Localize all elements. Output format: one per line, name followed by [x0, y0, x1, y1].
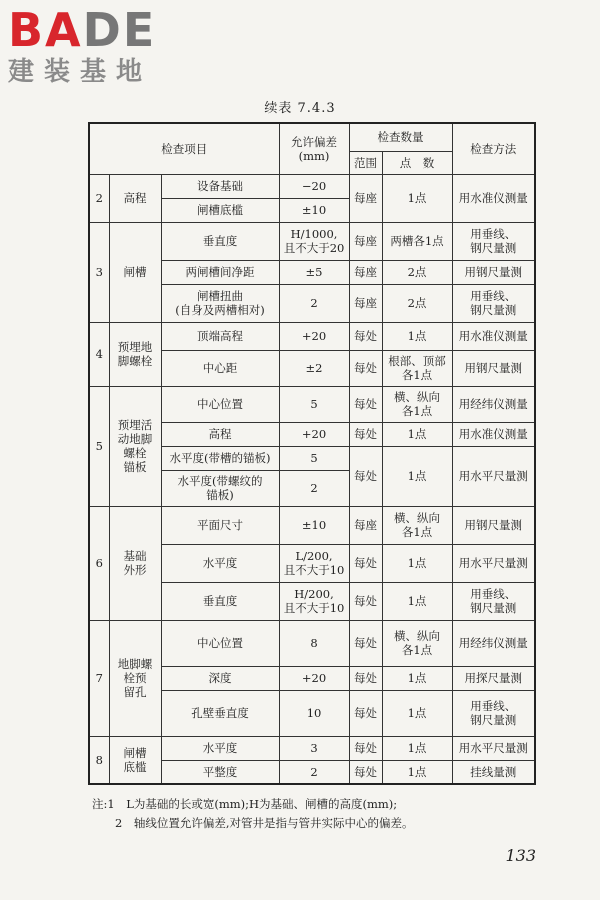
- check-range: 每处: [349, 422, 382, 446]
- inspection-method: 用垂线、 钢尺量测: [452, 582, 535, 620]
- check-points: 1点: [382, 446, 452, 506]
- tolerance: 5: [279, 386, 349, 422]
- check-range: 每处: [349, 350, 382, 386]
- check-points: 1点: [382, 322, 452, 350]
- check-item: 顶端高程: [161, 322, 279, 350]
- group-number: 5: [89, 386, 109, 506]
- header-method: 检查方法: [452, 123, 535, 174]
- inspection-method: 用探尺量测: [452, 666, 535, 690]
- tolerance: H/200, 且不大于10: [279, 582, 349, 620]
- check-item: 水平度: [161, 736, 279, 760]
- table-caption: 续表 7.4.3: [264, 101, 336, 116]
- check-item: 闸槽底槛: [161, 198, 279, 222]
- inspection-method: 用水平尺量测: [452, 446, 535, 506]
- group-name: 高程: [109, 174, 161, 222]
- note-1: 注:1 L为基础的长或宽(mm);H为基础、闸槽的高度(mm);: [92, 797, 398, 811]
- group-number: 7: [89, 620, 109, 736]
- tolerance: ±2: [279, 350, 349, 386]
- tolerance: 5: [279, 446, 349, 470]
- check-points: 1点: [382, 422, 452, 446]
- check-item: 孔壁垂直度: [161, 690, 279, 736]
- table-row: [89, 386, 535, 422]
- check-range: 每座: [349, 174, 382, 222]
- tolerance: 3: [279, 736, 349, 760]
- inspection-method: 用垂线、 钢尺量测: [452, 284, 535, 322]
- inspection-method: 用水平尺量测: [452, 736, 535, 760]
- tolerance: +20: [279, 322, 349, 350]
- inspection-method: 用经纬仪测量: [452, 386, 535, 422]
- tolerance: +20: [279, 666, 349, 690]
- group-name: 预埋活 动地脚 螺栓 锚板: [109, 386, 161, 506]
- group-number: 8: [89, 736, 109, 784]
- check-points: 横、纵向 各1点: [382, 620, 452, 666]
- inspection-method: 用水平尺量测: [452, 544, 535, 582]
- inspection-table: [88, 122, 536, 785]
- check-item: 设备基础: [161, 174, 279, 198]
- inspection-method: 用水准仪测量: [452, 322, 535, 350]
- inspection-method: 用垂线、 钢尺量测: [452, 222, 535, 260]
- check-item: 中心位置: [161, 620, 279, 666]
- inspection-method: 用钢尺量测: [452, 506, 535, 544]
- check-points: 横、纵向 各1点: [382, 386, 452, 422]
- page-number: 133: [505, 846, 536, 865]
- header-quantity: 检查数量: [349, 123, 452, 151]
- check-item: 水平度(带槽的锚板): [161, 446, 279, 470]
- tolerance: 8: [279, 620, 349, 666]
- tolerance: H/1000, 且不大于20: [279, 222, 349, 260]
- table-row: [89, 736, 535, 760]
- group-number: 2: [89, 174, 109, 222]
- inspection-method: 用垂线、 钢尺量测: [452, 690, 535, 736]
- check-item: 平面尺寸: [161, 506, 279, 544]
- check-range: 每处: [349, 544, 382, 582]
- check-points: 2点: [382, 284, 452, 322]
- check-item: 垂直度: [161, 222, 279, 260]
- header-tolerance-unit: (mm): [298, 148, 330, 163]
- brand-logo: [8, 3, 188, 88]
- check-range: 每座: [349, 506, 382, 544]
- check-points: 1点: [382, 690, 452, 736]
- check-range: 每处: [349, 582, 382, 620]
- table-row: [89, 174, 535, 198]
- check-range: 每处: [349, 666, 382, 690]
- group-name: 地脚螺 栓预 留孔: [109, 620, 161, 736]
- check-range: 每处: [349, 446, 382, 506]
- table-row: [89, 620, 535, 666]
- logo-subtitle: 建装基地: [8, 57, 153, 87]
- check-item: 水平度: [161, 544, 279, 582]
- inspection-method: 用钢尺量测: [452, 350, 535, 386]
- check-points: 1点: [382, 544, 452, 582]
- tolerance: 10: [279, 690, 349, 736]
- table-row: [89, 222, 535, 260]
- table-row: [89, 322, 535, 350]
- check-range: 每处: [349, 760, 382, 784]
- check-range: 每处: [349, 736, 382, 760]
- check-item: 平整度: [161, 760, 279, 784]
- check-range: 每座: [349, 284, 382, 322]
- tolerance: ±10: [279, 198, 349, 222]
- tolerance: −20: [279, 174, 349, 198]
- check-item: 中心距: [161, 350, 279, 386]
- check-points: 1点: [382, 174, 452, 222]
- check-item: 闸槽扭曲 (自身及两槽相对): [161, 284, 279, 322]
- inspection-method: 用经纬仪测量: [452, 620, 535, 666]
- header-tolerance-label: 允许偏差: [291, 134, 338, 149]
- check-item: 高程: [161, 422, 279, 446]
- check-points: 1点: [382, 666, 452, 690]
- tolerance: ±5: [279, 260, 349, 284]
- logo-wordmark: BADE: [8, 3, 157, 57]
- check-range: 每处: [349, 690, 382, 736]
- check-item: 中心位置: [161, 386, 279, 422]
- check-item: 垂直度: [161, 582, 279, 620]
- header-range: 范围: [349, 151, 382, 174]
- group-number: 6: [89, 506, 109, 620]
- tolerance: 2: [279, 470, 349, 506]
- check-points: 1点: [382, 760, 452, 784]
- inspection-method: 用水准仪测量: [452, 422, 535, 446]
- group-name: 基础 外形: [109, 506, 161, 620]
- check-points: 两槽各1点: [382, 222, 452, 260]
- check-points: 1点: [382, 736, 452, 760]
- group-name: 闸槽: [109, 222, 161, 322]
- check-points: 1点: [382, 582, 452, 620]
- check-item: 两闸槽间净距: [161, 260, 279, 284]
- tolerance: L/200, 且不大于10: [279, 544, 349, 582]
- inspection-method: 挂线量测: [452, 760, 535, 784]
- note-2: 2 轴线位置允许偏差,对管井是指与管井实际中心的偏差。: [92, 816, 414, 830]
- inspection-method: 用水准仪测量: [452, 174, 535, 222]
- check-item: 水平度(带螺纹的 锚板): [161, 470, 279, 506]
- table-row: [89, 506, 535, 544]
- inspection-method: 用钢尺量测: [452, 260, 535, 284]
- tolerance: +20: [279, 422, 349, 446]
- check-item: 深度: [161, 666, 279, 690]
- check-range: 每座: [349, 260, 382, 284]
- group-name: 闸槽 底槛: [109, 736, 161, 784]
- check-points: 横、纵向 各1点: [382, 506, 452, 544]
- check-range: 每处: [349, 386, 382, 422]
- check-points: 2点: [382, 260, 452, 284]
- group-number: 4: [89, 322, 109, 386]
- check-range: 每处: [349, 620, 382, 666]
- group-number: 3: [89, 222, 109, 322]
- check-range: 每处: [349, 322, 382, 350]
- header-item: 检查项目: [89, 123, 279, 174]
- tolerance: ±10: [279, 506, 349, 544]
- header-tolerance: [279, 123, 349, 174]
- tolerance: 2: [279, 284, 349, 322]
- tolerance: 2: [279, 760, 349, 784]
- group-name: 预埋地 脚螺栓: [109, 322, 161, 386]
- check-points: 根部、顶部 各1点: [382, 350, 452, 386]
- check-range: 每座: [349, 222, 382, 260]
- header-points: 点 数: [382, 151, 452, 174]
